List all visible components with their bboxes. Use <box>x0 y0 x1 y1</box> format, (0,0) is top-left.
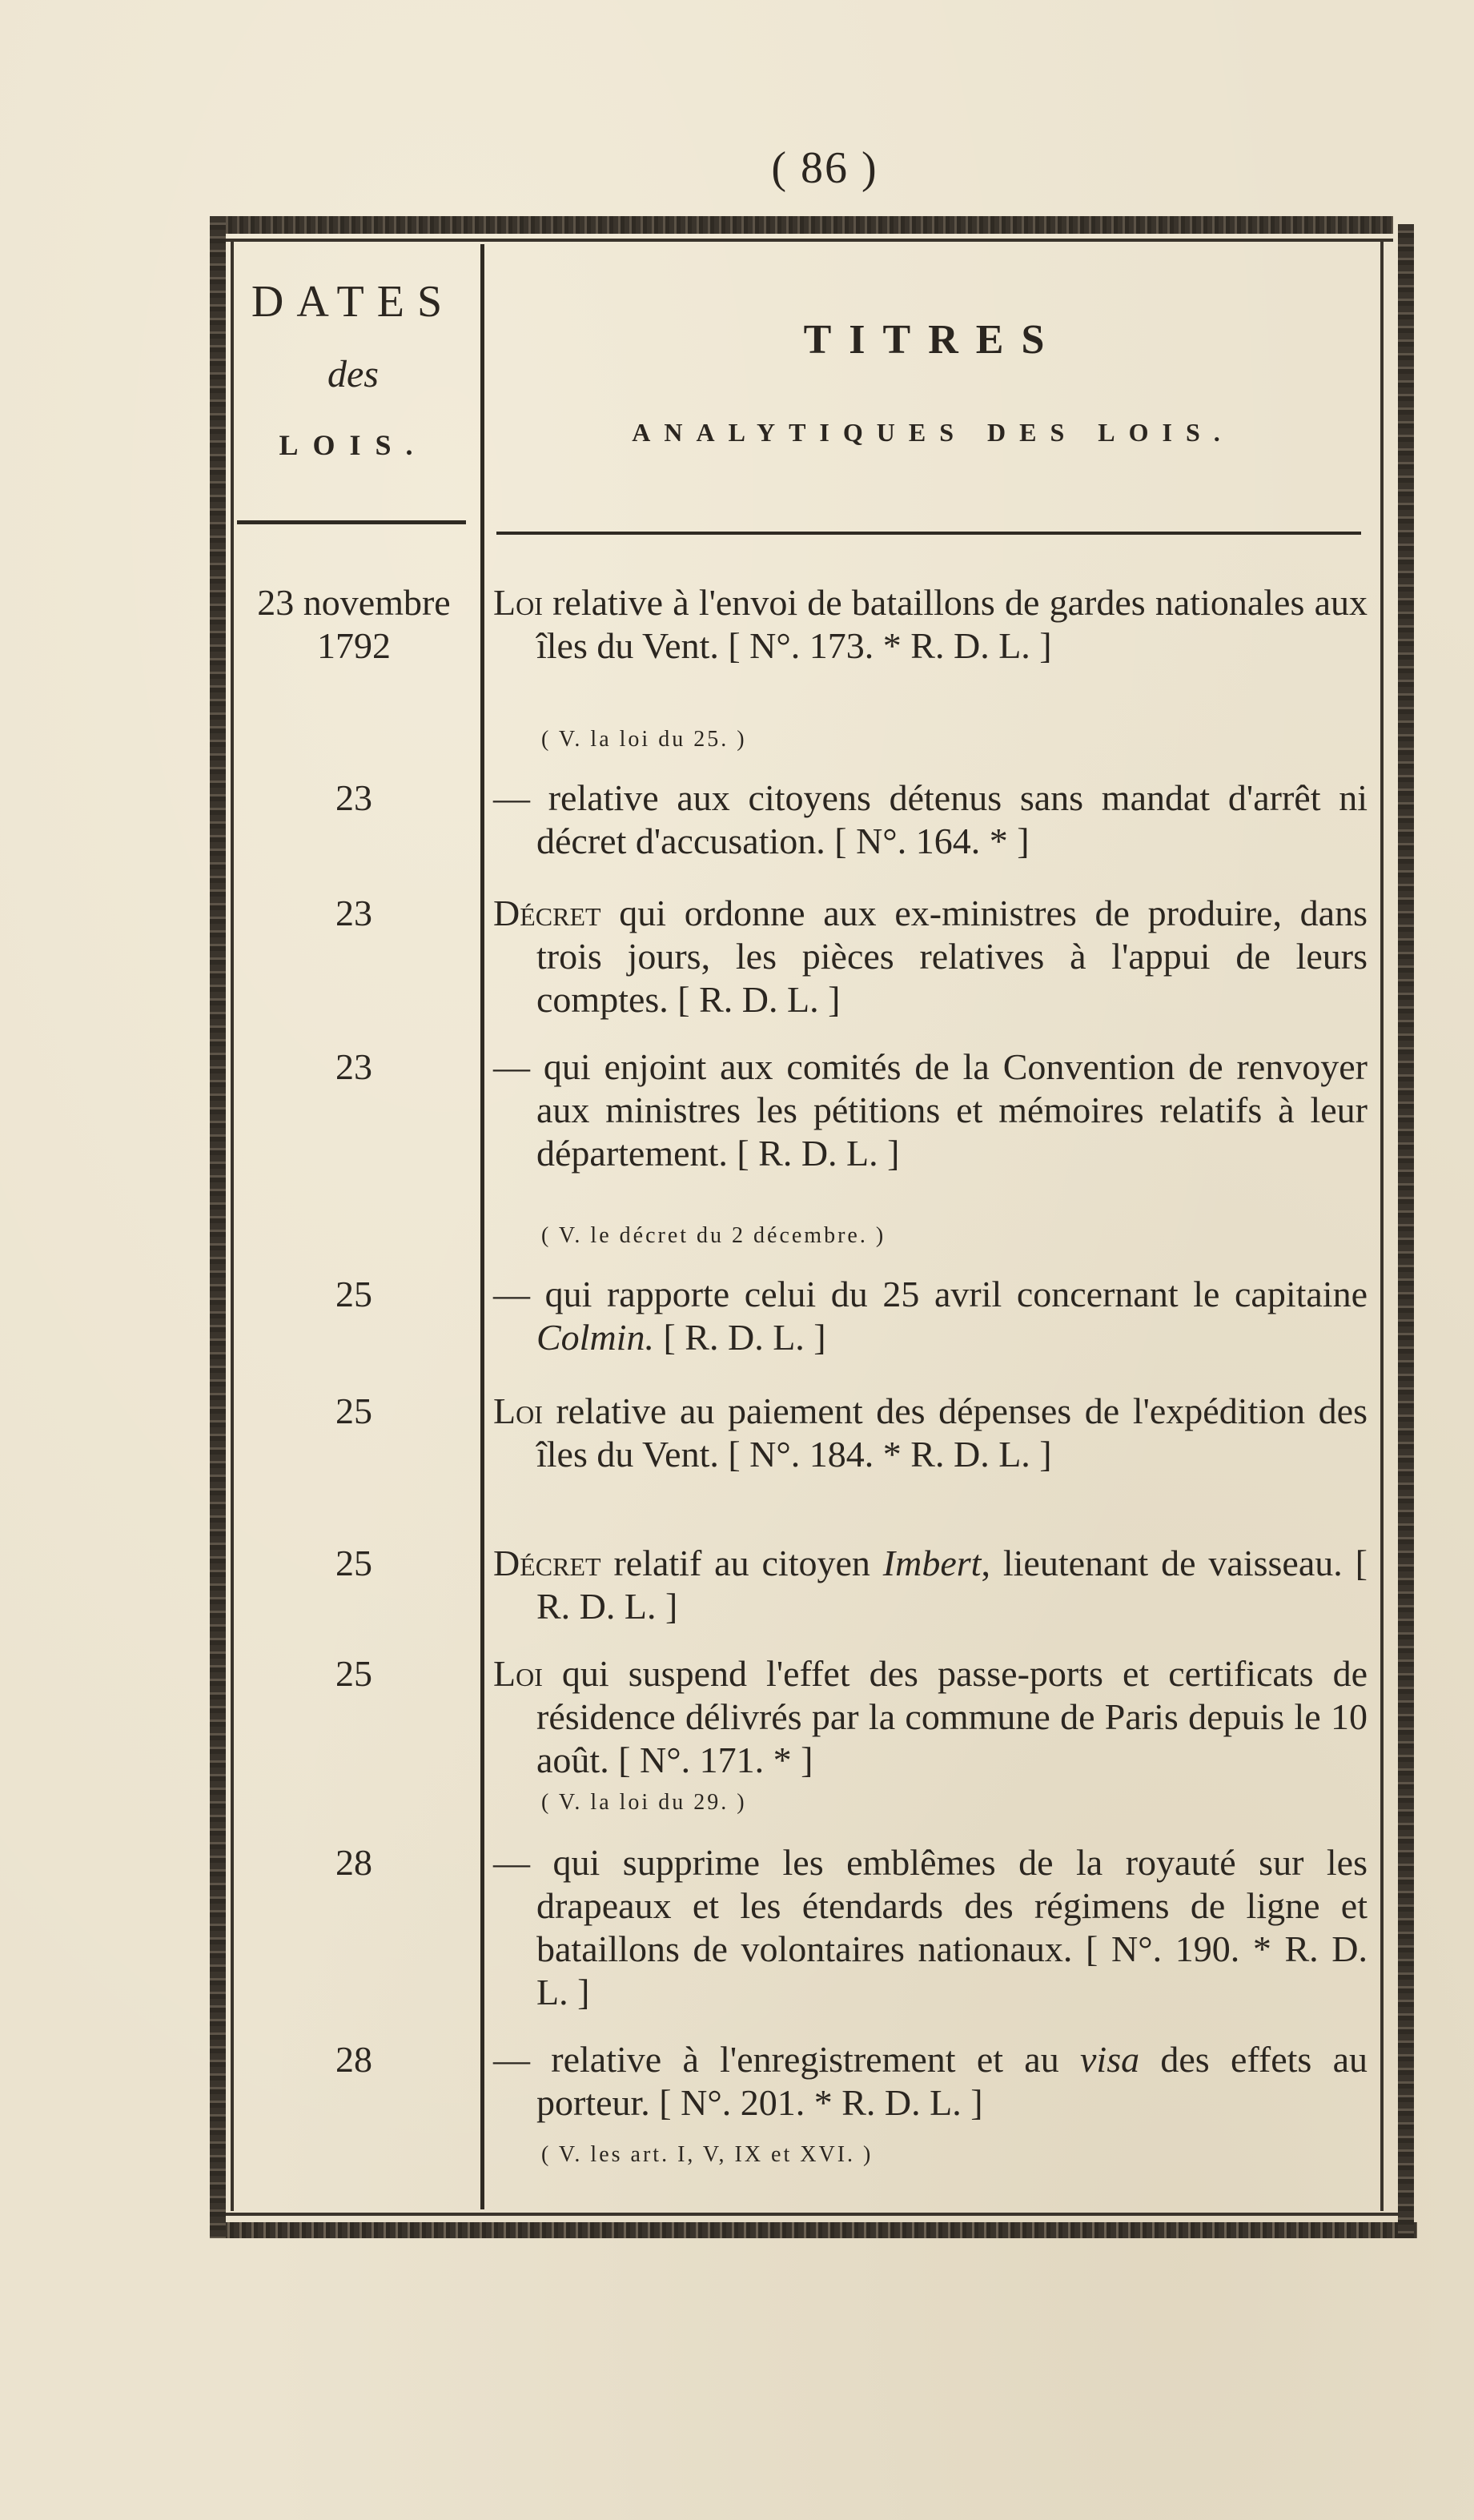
header-analytiques: ANALYTIQUES DES LOIS. <box>632 418 1234 447</box>
entry-date: 28 <box>335 1842 372 1883</box>
entry-date: 25 <box>335 1543 372 1583</box>
entry-text: qui suspend l'effet des passe-ports et certificats de résidence délivrés par la commune de Paris depuis le 10 août. [ N°. 171. * ] <box>536 1653 1368 1780</box>
entry-title <box>493 1652 1368 1782</box>
column-divider <box>480 244 484 2209</box>
entry-title <box>493 581 1368 668</box>
entry-lead: — <box>493 1274 530 1314</box>
entry-lead: — <box>493 777 530 818</box>
entry-text: des effets au porteur. [ N°. 201. * R. D. L. ] <box>536 2039 1368 2123</box>
entry-date: 25 <box>335 1653 372 1694</box>
entry-text: qui ordonne aux ex-ministres de produire, dans trois jours, les pièces relatives à l'appui de leurs comptes. [ R. D. L. ] <box>536 893 1368 1020</box>
entry-italic: visa <box>1080 2039 1140 2080</box>
entry-title <box>493 1390 1368 1476</box>
entry-title <box>493 1542 1368 1628</box>
frame-top-border <box>210 216 1393 234</box>
entry-lead: Loi <box>493 582 543 623</box>
entry-text: qui rapporte celui du 25 avril concernant le capitaine <box>530 1274 1368 1314</box>
entry-text: relative à l'enregistrement et au <box>530 2039 1080 2080</box>
entry-text: relative au paiement des dépenses de l'expédition des îles du Vent. [ N°. 184. * R. D. L. ] <box>536 1390 1368 1475</box>
entry-lead: — <box>493 1842 530 1883</box>
frame-top-inner-rule <box>210 239 1393 242</box>
entry-title <box>493 776 1368 863</box>
entry-date: 25 <box>335 1274 372 1314</box>
entry-note: ( V. la loi du 25. ) <box>541 727 747 752</box>
frame-bottom-border <box>210 2222 1417 2238</box>
entry-date <box>237 581 471 668</box>
entry-lead: — <box>493 2039 530 2080</box>
entry-date: 23 <box>335 1046 372 1087</box>
header-des: des <box>327 353 379 395</box>
entry-lead: — <box>493 1046 530 1087</box>
entry-italic: Colmin. <box>536 1317 654 1358</box>
entry-text: relative aux citoyens détenus sans mandat d'arrêt ni décret d'accusation. [ N°. 164. * ] <box>530 777 1368 861</box>
header-dates: DATES <box>251 277 456 327</box>
entry-title <box>493 1273 1368 1359</box>
entry-date: 28 <box>335 2039 372 2080</box>
entry-title <box>493 1045 1368 1175</box>
entry-text: [ R. D. L. ] <box>653 1317 826 1358</box>
entry-title <box>493 2038 1368 2125</box>
entry-note: ( V. le décret du 2 décembre. ) <box>541 1223 886 1248</box>
entry-title <box>493 892 1368 1021</box>
frame-right-border <box>1398 224 1414 2238</box>
entry-date-year: 1792 <box>317 625 391 666</box>
page-number: ( 86 ) <box>771 143 878 193</box>
entry-title <box>493 1841 1368 2014</box>
entry-note: ( V. la loi du 29. ) <box>541 1790 747 1815</box>
entry-lead: Loi <box>493 1390 543 1431</box>
header-lois: LOIS. <box>279 429 428 461</box>
entry-lead: Loi <box>493 1653 543 1694</box>
entry-text: relative à l'envoi de bataillons de gardes nationales aux îles du Vent. [ N°. 173. * R. D. L. ] <box>536 582 1368 666</box>
entry-note: ( V. les art. I, V, IX et XVI. ) <box>541 2142 874 2167</box>
frame-bottom-inner-rule <box>215 2213 1412 2216</box>
entry-text: qui enjoint aux comités de la Convention de renvoyer aux ministres les pétitions et mémoires relatifs à leur département. [ R. D. L. ] <box>530 1046 1368 1174</box>
frame-left-inner-rule <box>231 240 234 2211</box>
entry-italic: Imbert <box>882 1543 982 1583</box>
entry-text: , lieutenant de vaisseau. [ R. D. L. ] <box>536 1543 1368 1627</box>
header-rule-left <box>237 520 466 524</box>
frame-left-border <box>210 216 226 2238</box>
header-rule-right <box>496 532 1361 535</box>
entry-date: 23 <box>335 893 372 933</box>
entry-lead: Décret <box>493 1543 601 1583</box>
entry-date: 25 <box>335 1390 372 1431</box>
entry-lead: Décret <box>493 893 601 933</box>
header-titres: TITRES <box>803 317 1062 363</box>
entry-date-day: 23 novembre <box>257 582 451 623</box>
entry-text: qui supprime les emblêmes de la royauté sur les drapeaux et les étendards des régimens de ligne et bataillons de volontaires nationaux. [ N°. 190. * R. D. L. ] <box>530 1842 1368 2012</box>
frame-right-inner-rule <box>1380 240 1384 2211</box>
entry-text: relatif au citoyen <box>600 1543 883 1583</box>
entry-date: 23 <box>335 777 372 818</box>
